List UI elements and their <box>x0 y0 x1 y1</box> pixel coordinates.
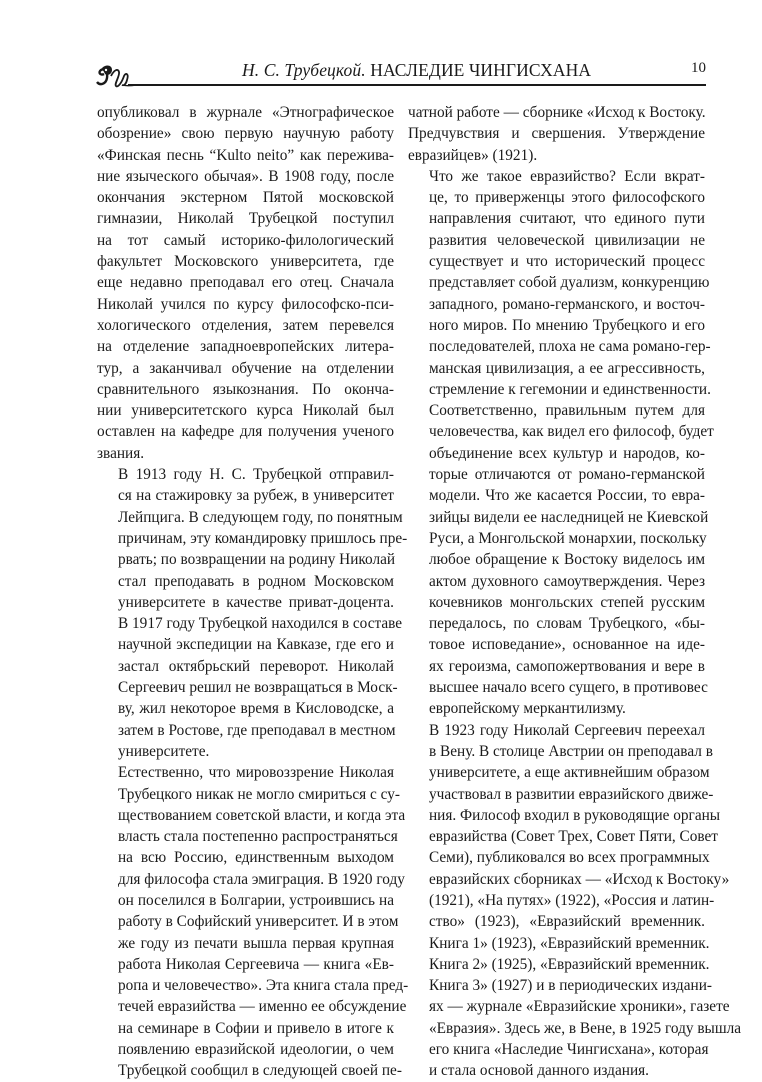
text-line: опубликовал в журнале «Этнографическое <box>97 104 394 121</box>
text-line: окончания экстерном Пятой московской <box>97 189 394 207</box>
text-line: еще недавно преподавал его отец. Сначала <box>97 274 394 292</box>
text-line: объединение всех культур и народов, ко- <box>429 444 705 462</box>
text-line: и стала основой данного издания. <box>429 1062 649 1080</box>
text-line: чатной работе — сборнике «Исход к Востоку. <box>408 104 706 121</box>
text-line: Николай учился по курсу философско-пси- <box>97 295 394 313</box>
text-line: высшее начало всего сущего, в противовес <box>429 679 708 697</box>
text-line: евразийских сборниках — «Исход к Востоку» <box>429 870 730 888</box>
paragraph <box>97 464 408 762</box>
text-line: стал преподавать в родном Московском <box>118 572 394 590</box>
text-line: ного миров. По мнению Трубецкого и его <box>429 316 705 334</box>
text-line: затем в Ростове, где преподавал в местном <box>118 721 396 739</box>
text-line: работа Николая Сергеевича — книга «Ев- <box>118 955 394 973</box>
text-line: ропа и человечество». Эта книга стала пред- <box>118 977 409 995</box>
text-line: человечества, как видел его философ, будет <box>429 423 714 441</box>
text-line: «Финская песнь “Kulto neito” как пережива- <box>97 146 394 164</box>
text-line: ся на стажировку за рубеж, в университет <box>118 487 394 505</box>
text-line: факультет Московского университета, где <box>97 253 394 271</box>
text-line: В 1913 году Н. С. Трубецкой отправил- <box>118 466 394 484</box>
body-text <box>97 102 742 1082</box>
text-line: на тот самый историко-филологический <box>97 231 394 249</box>
text-line: же году из печати вышла первая крупная <box>118 934 394 952</box>
paragraph <box>408 166 714 720</box>
text-line: це, то приверженцы этого философского <box>429 189 705 207</box>
text-line: евразийцев» (1921). <box>408 146 538 164</box>
text-line: причинам, эту командировку пришлось пре- <box>118 529 408 547</box>
paragraph <box>97 102 394 464</box>
text-line: рвать; по возвращении на родину Николай <box>118 551 396 569</box>
text-line: манская цивилизация, а ее агрессивность, <box>429 359 705 377</box>
text-line: ние языческого обычая». В 1908 году, после <box>97 167 394 185</box>
text-line: Трубецкой сообщил в следующей своей пе- <box>118 1062 402 1080</box>
text-line: В 1923 году Николай Сергеевич переехал <box>429 721 705 739</box>
text-line: хологического отделения, затем перевелся <box>97 316 394 334</box>
text-line: Книга 2» (1925), «Евразийский временник. <box>429 955 710 973</box>
text-line: его книга «Наследие Чингисхана», которая <box>429 1041 709 1059</box>
text-line: «Евразия». Здесь же, в Вене, в 1925 году вышла <box>429 1019 742 1037</box>
text-line: западного, романо-германского, и восточ- <box>429 295 705 313</box>
text-line: стремление к гегемонии и единственности. <box>429 380 711 398</box>
text-line: развития человеческой цивилизации не <box>429 231 705 249</box>
text-line: сравнительного языкознания. По оконча- <box>97 380 394 398</box>
text-line: ях героизма, самопожертвования и вере в <box>429 657 705 675</box>
text-line: университете. <box>118 742 210 760</box>
text-line: ство» (1923), «Евразийский временник. <box>429 913 705 931</box>
text-line: работу в Софийский университет. И в этом <box>118 913 399 931</box>
text-line: Соответственно, правильным путем для <box>429 402 705 420</box>
text-line: обозрение» свою первую научную работу <box>97 125 394 143</box>
running-title-author: Н. С. Трубецкой. <box>242 60 366 80</box>
running-title-book: НАСЛЕДИЕ ЧИНГИСХАНА <box>370 60 592 80</box>
left-column <box>97 102 409 1082</box>
text-line: ния. Философ входил в руководящие органы <box>429 806 721 824</box>
text-line: ществованием советской власти, и когда эта <box>118 806 406 824</box>
text-line: в Вену. В столице Австрии он преподавал в <box>429 742 713 760</box>
text-line: существует и что исторический процесс <box>429 253 705 271</box>
text-line: торые отличаются от романо-германской <box>429 466 705 484</box>
text-line: (1921), «На путях» (1922), «Россия и латин- <box>429 891 715 909</box>
text-line: университете, а еще активнейшим образом <box>429 764 710 782</box>
text-line: передалось, по словам Трубецкого, «бы- <box>429 615 705 633</box>
text-line: актом духовного самоутверждения. Через <box>429 572 705 590</box>
text-line: оставлен на кафедре для получения ученого <box>97 423 394 441</box>
text-line: участвовал в развитии евразийского движе- <box>429 785 714 803</box>
text-line: университете в качестве приват-доцента. <box>118 593 394 611</box>
paragraph <box>408 720 742 1082</box>
text-line: евразийства (Совет Трех, Совет Пяти, Совет <box>429 828 718 846</box>
text-line: на всю Россию, единственным выходом <box>118 849 394 867</box>
text-line: гимназии, Николай Трубецкой поступил <box>97 210 394 228</box>
text-line: Семи), публиковался во всех программных <box>429 849 710 867</box>
running-header <box>92 54 706 88</box>
text-line: В 1917 году Трубецкой находился в составе <box>118 615 403 633</box>
right-column <box>408 102 742 1082</box>
paragraph <box>408 102 705 166</box>
text-line: Руси, а Монгольской монархии, поскольку <box>429 529 707 547</box>
text-line: звания. <box>97 444 145 462</box>
text-line: направления считают, что единого пути <box>429 210 705 228</box>
text-line: течей евразийства — именно ее обсуждение <box>118 998 407 1016</box>
text-line: научной экспедиции на Кавказе, где его и <box>118 636 394 654</box>
header-rule <box>128 84 706 86</box>
text-line: последователей, плоха не сама романо-гер- <box>429 338 711 356</box>
text-line: Предчувствия и свершения. Утверждение <box>408 125 705 143</box>
page-number: 10 <box>691 60 706 76</box>
text-line: любое обращение к Востоку виделось им <box>429 551 705 569</box>
text-line: он поселился в Болгарии, устроившись на <box>118 891 394 909</box>
text-line: кочевников монгольских степей русским <box>429 593 705 611</box>
text-line: Что же такое евразийство? Если вкрат- <box>429 167 705 185</box>
text-line: ву, жил некоторое время в Кисловодске, а <box>118 700 394 718</box>
text-line: Трубецкого никак не могло смириться с су- <box>118 785 400 803</box>
text-line: застал октябрьский переворот. Николай <box>118 657 394 675</box>
text-line: модели. Что же касается России, то евра- <box>429 487 705 505</box>
text-line: Книга 1» (1923), «Евразийский временник. <box>429 934 710 952</box>
text-line: товое исповедание», основанное на иде- <box>429 636 705 654</box>
text-line: Естественно, что мировоззрение Николая <box>118 764 394 782</box>
text-line: представляет собой дуализм, конкуренцию <box>429 274 710 292</box>
text-line: европейскому меркантилизму. <box>429 700 626 718</box>
text-line: Книга 3» (1927) и в периодических издани- <box>429 977 712 995</box>
text-line: появлению евразийской идеологии, о чем <box>118 1041 394 1059</box>
paragraph <box>97 762 409 1081</box>
running-title <box>242 60 591 81</box>
text-line: тур, а заканчивал обучение на отделении <box>97 359 394 377</box>
text-line: нии университетского курса Николай был <box>97 402 394 420</box>
text-line: на семинаре в Софии и привело в итоге к <box>118 1019 394 1037</box>
text-line: ях — журнале «Евразийские хроники», газете <box>429 998 730 1016</box>
text-line: Сергеевич решил не возвращаться в Моск- <box>118 679 398 697</box>
text-line: власть стала постепенно распространяться <box>118 828 398 846</box>
text-line: Лейпцига. В следующем году, по понятным <box>118 508 403 526</box>
text-line: для философа стала эмиграция. В 1920 году <box>118 870 405 888</box>
text-line: зийцы видели ее наследницей не Киевской <box>429 508 709 526</box>
text-line: на отделение западноевропейских литера- <box>97 338 394 356</box>
